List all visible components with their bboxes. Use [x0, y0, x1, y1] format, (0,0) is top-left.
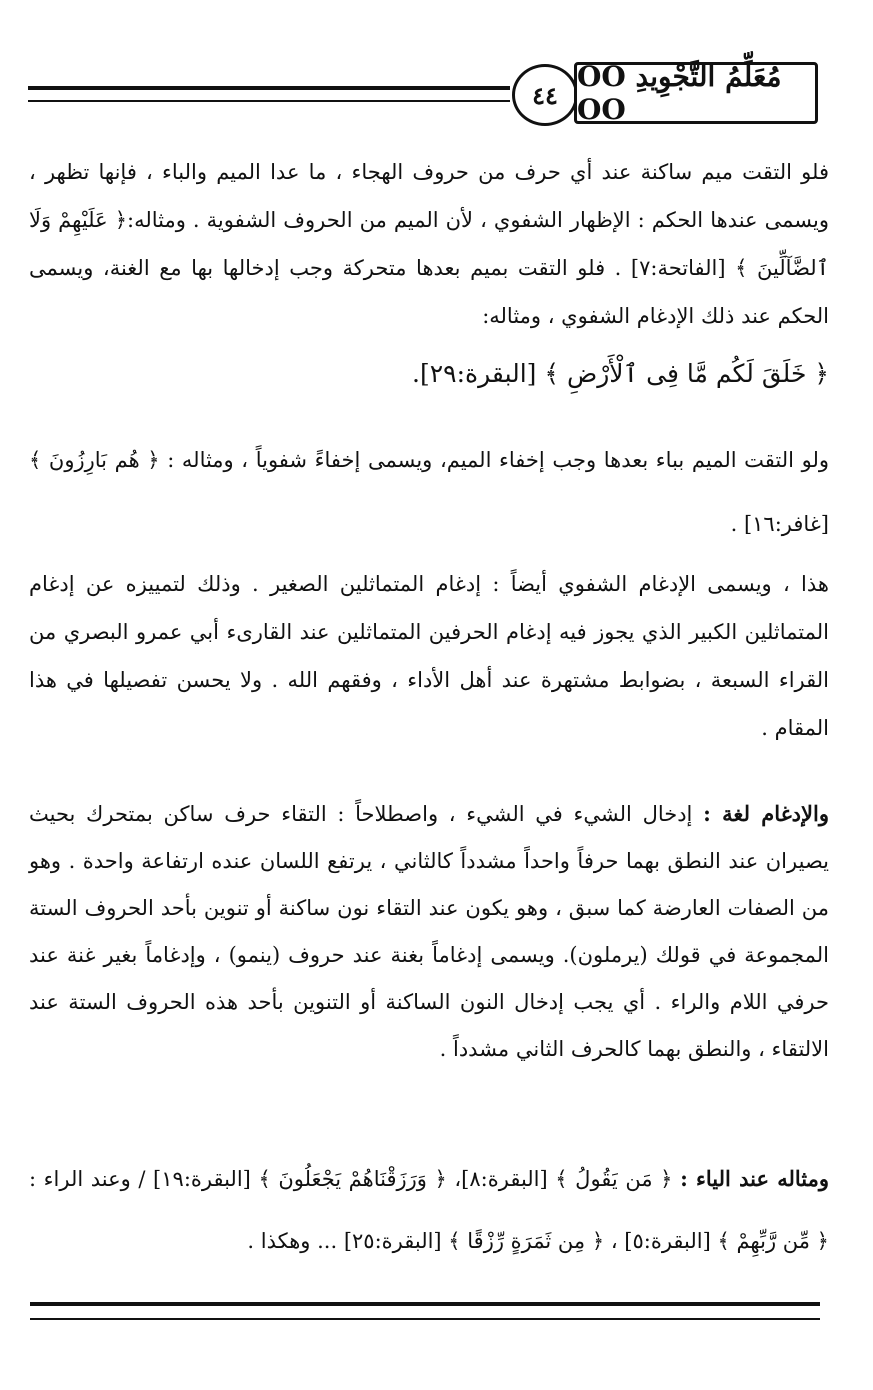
- examples-text: ﴿ مَن يَقُولُ ﴾ [البقرة:٨]، ﴿ وَرَزَقْنَاهُمْ يَجْعَلُونَ ﴾ [البقرة:١٩] / وعند الراء : ﴿ مِّن رَّبِّهِمْ ﴾ [البقرة:٥] ، ﴿ مِن ثَمَرَةٍ رِّزْقًا ﴾ [البقرة:٢٥] ... وهكذا .: [29, 1167, 829, 1253]
- paragraph-mutamathilayn: هذا ، ويسمى الإدغام الشفوي أيضاً : إدغام المتماثلين الصغير . وذلك لتمييزه عن إدغام المتماثلين الكبير الذي يجوز فيه إدغام الحرفين المتماثلين عند القارىء أبي عمرو البصري من القراء السبعة ، بضوابط مشتهرة عند أهل الأداء ، وفقهم الله . ولا يحسن تفصيلها في هذا المقام .: [29, 572, 829, 740]
- idgham-text: إدخال الشيء في الشيء ، واصطلاحاً : التقاء حرف ساكن بمتحرك بحيث يصيران عند النطق بهما حرفاً واحداً مشدداً كالثاني ، يرتفع اللسان عنده ارتفاعة واحدة . وهو من الصفات العارضة كما سبق ، وهو يكون عند التقاء نون ساكنة أو تنوين بأحد الحروف الستة المجموعة في قولك (يرملون). ويسمى إدغاماً بغنة عند حروف (ينمو) ، وإدغاماً بغير غنة عند حرفي اللام والراء . أي يجب إدخال النون الساكنة أو التنوين بأحد هذه الحروف الستة عند الالتقاء ، والنطق بهما كالحرف الثاني مشدداً .: [29, 802, 829, 1061]
- page-number: ٤٤: [512, 64, 578, 126]
- footer-rule: [30, 1302, 820, 1320]
- idgham-label: والإدغام لغة :: [703, 801, 829, 826]
- header-rule: [28, 86, 510, 102]
- paragraph-idgham-definition: [29, 790, 829, 1073]
- verse-khalaqa: ﴿ خَلَقَ لَكُم مَّا فِى ٱلْأَرْضِ ﴾ [البقرة:٢٩].: [412, 359, 829, 388]
- book-title: OO مُعَلِّمُ التَّجْوِيدِ OO: [574, 62, 818, 124]
- paragraph-ikhfa: ولو التقت الميم بباء بعدها وجب إخفاء الميم، ويسمى إخفاءً شفوياً ، ومثاله : ﴿ هُم بَارِزُونَ ﴾ [غافر:١٦] .: [29, 448, 829, 536]
- paragraph-izhar: فلو التقت ميم ساكنة عند أي حرف من حروف الهجاء ، ما عدا الميم والباء ، فإنها تظهر ، ويسمى عندها الحكم : الإظهار الشفوي ، لأن الميم من الحروف الشفوية . ومثاله:﴿ عَلَيْهِمْ وَلَا ٱلضَّآلِّينَ ﴾ [الفاتحة:٧] . فلو التقت بميم بعدها متحركة وجب إدخالها بها مع الغنة، ويسمى الحكم عند ذلك الإدغام الشفوي ، ومثاله:: [29, 160, 829, 328]
- page-header: [28, 52, 818, 136]
- examples-label: ومثاله عند الياء :: [680, 1166, 829, 1191]
- paragraph-examples: [29, 1148, 829, 1272]
